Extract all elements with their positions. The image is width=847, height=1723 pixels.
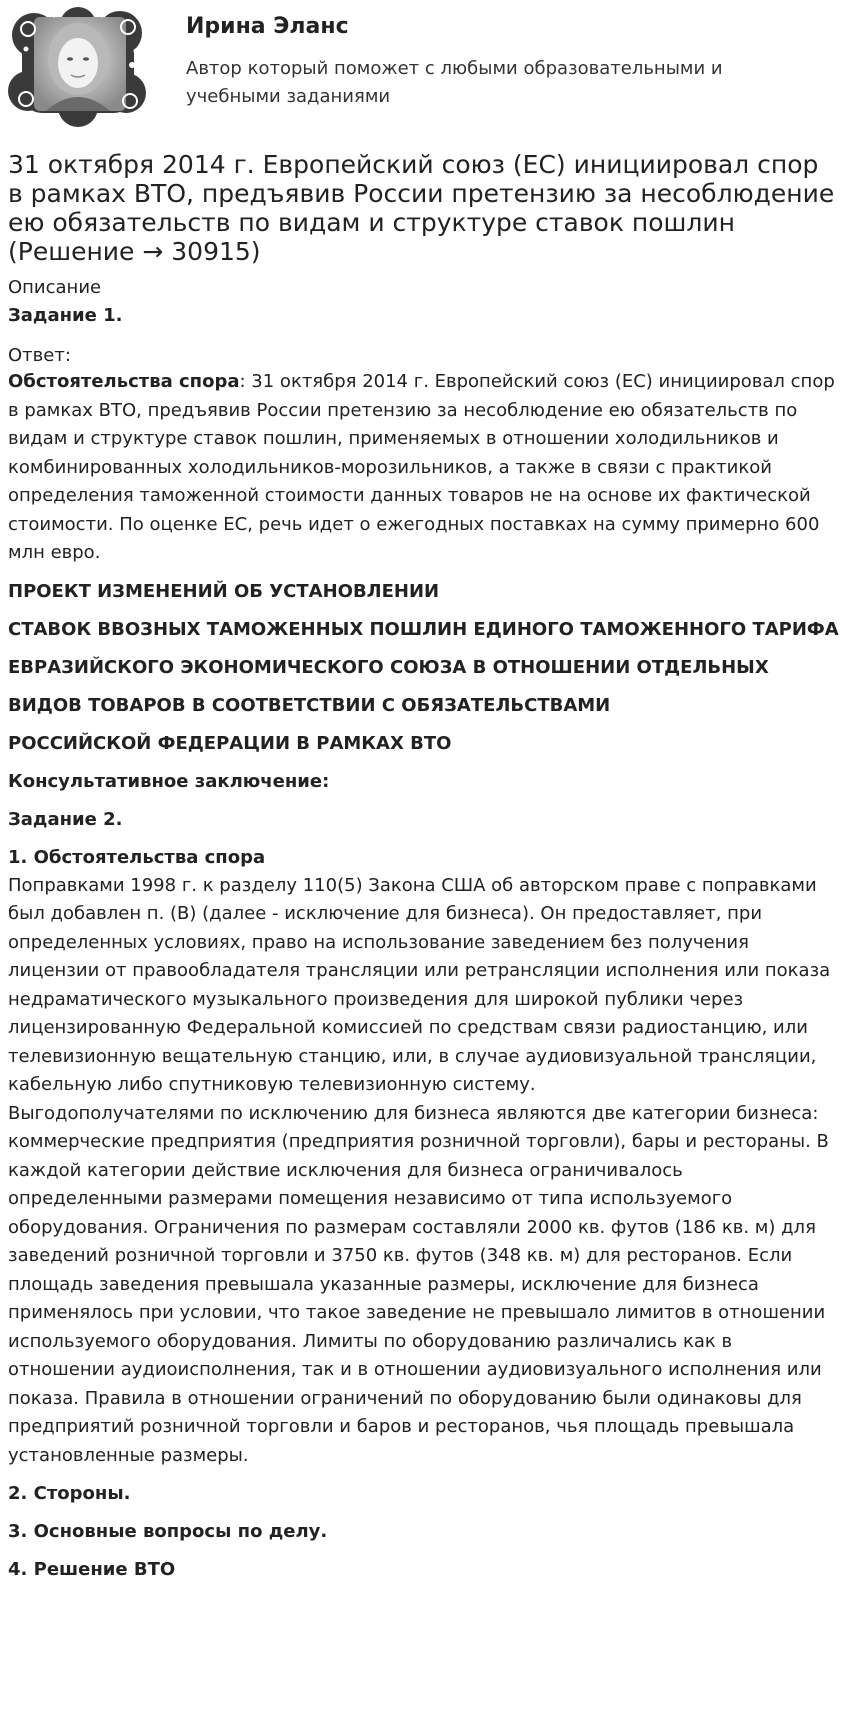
page-title: 31 октября 2014 г. Европейский союз (ЕС) инициировал спор в рамках ВТО, предъявив России претензию за несоблюдение ею обязательств по видам и структуре ставок пошлин (Решение → 30915) (8, 150, 835, 266)
avatar-image (8, 7, 148, 127)
author-description: Автор который поможет с любыми образовательными и учебными заданиями (186, 58, 723, 107)
project-heading-line-3: ЕВРАЗИЙСКОГО ЭКОНОМИЧЕСКОГО СОЮЗА В ОТНОШЕНИИ ОТДЕЛЬНЫХ (8, 656, 769, 678)
author-card (8, 7, 838, 127)
author-name[interactable]: Ирина Эланс (186, 14, 349, 39)
section-1-paragraph-2: Выгодополучателями по исключению для бизнеса являются две категории бизнеса: коммерческие предприятия (предприятия розничной торговли), бары и рестораны. В каждой категории действие исключения для бизнеса ограничивалось определенными размерами помещения независимо от типа используемого оборудования. Ограничения по размерам составляли 2000 кв. футов (186 кв. м) для заведений розничной торговли и 3750 кв. футов (348 кв. м) для ресторанов. Если площадь заведения превышала указанные размеры, исключение для бизнеса применялось при условии, что такое заведение не превышало лимитов в отношении используемого оборудования. Лимиты по оборудованию различались как в отношении аудиоисполнения, так и в отношении аудиовизуального исполнения или показа. Правила в отношении ограничений по оборудованию были одинаковы для предприятий розничной торговли и баров и ресторанов, чья площадь превышала установленные размеры. (8, 1102, 829, 1466)
author-avatar[interactable] (8, 7, 148, 127)
task-2-label: Задание 2. (8, 808, 123, 830)
section-2-heading: 2. Стороны. (8, 1483, 131, 1504)
task-1-label: Задание 1. (8, 305, 123, 326)
document-content (8, 150, 840, 1584)
consult-label: Консультативное заключение: (8, 770, 330, 792)
circumstances-text: : 31 октября 2014 г. Европейский союз (ЕС) инициировал спор в рамках ВТО, предъявив России претензию за несоблюдение ею обязательств по видам и структуре ставок пошлин, применяемых в отношении холодильников и комбинированных холодильников-морозильников, а также в связи с практикой определения таможенной стоимости данных товаров не на основе их фактической стоимости. По оценке ЕС, речь идет о ежегодных поставках на сумму примерно 600 млн евро. (8, 371, 835, 563)
answer-label: Ответ: (8, 345, 71, 366)
circumstances-paragraph (8, 368, 840, 568)
circumstances-label: Обстоятельства спора (8, 371, 240, 392)
project-heading-line-5: РОССИЙСКОЙ ФЕДЕРАЦИИ В РАМКАХ ВТО (8, 732, 452, 754)
project-heading-line-2: СТАВОК ВВОЗНЫХ ТАМОЖЕННЫХ ПОШЛИН ЕДИНОГО ТАМОЖЕННОГО ТАРИФА (8, 618, 839, 640)
project-heading-line-1: ПРОЕКТ ИЗМЕНЕНИЙ ОБ УСТАНОВЛЕНИИ (8, 580, 440, 602)
section-4-heading: 4. Решение ВТО (8, 1559, 176, 1580)
section-3-heading: 3. Основные вопросы по делу. (8, 1521, 328, 1542)
project-heading-line-4: ВИДОВ ТОВАРОВ В СООТВЕТСТВИИ С ОБЯЗАТЕЛЬСТВАМИ (8, 694, 611, 716)
description-label: Описание (8, 277, 102, 298)
section-1-paragraph-1: Поправками 1998 г. к разделу 110(5) Закона США об авторском праве с поправками был добавлен п. (В) (далее - исключение для бизнеса). Он предоставляет, при определенных условиях, право на использование заведением без получения лицензии от правообладателя трансляции или ретрансляции исполнения или показа недраматического музыкального произведения для широкой публики через лицензированную Федеральной комиссией по средствам связи радиостанцию, или телевизионную вещательную станцию, или, в случае аудиовизуальной трансляции, кабельную либо спутниковую телевизионную систему. (8, 874, 831, 1095)
section-1-heading: 1. Обстоятельства спора (8, 846, 266, 868)
